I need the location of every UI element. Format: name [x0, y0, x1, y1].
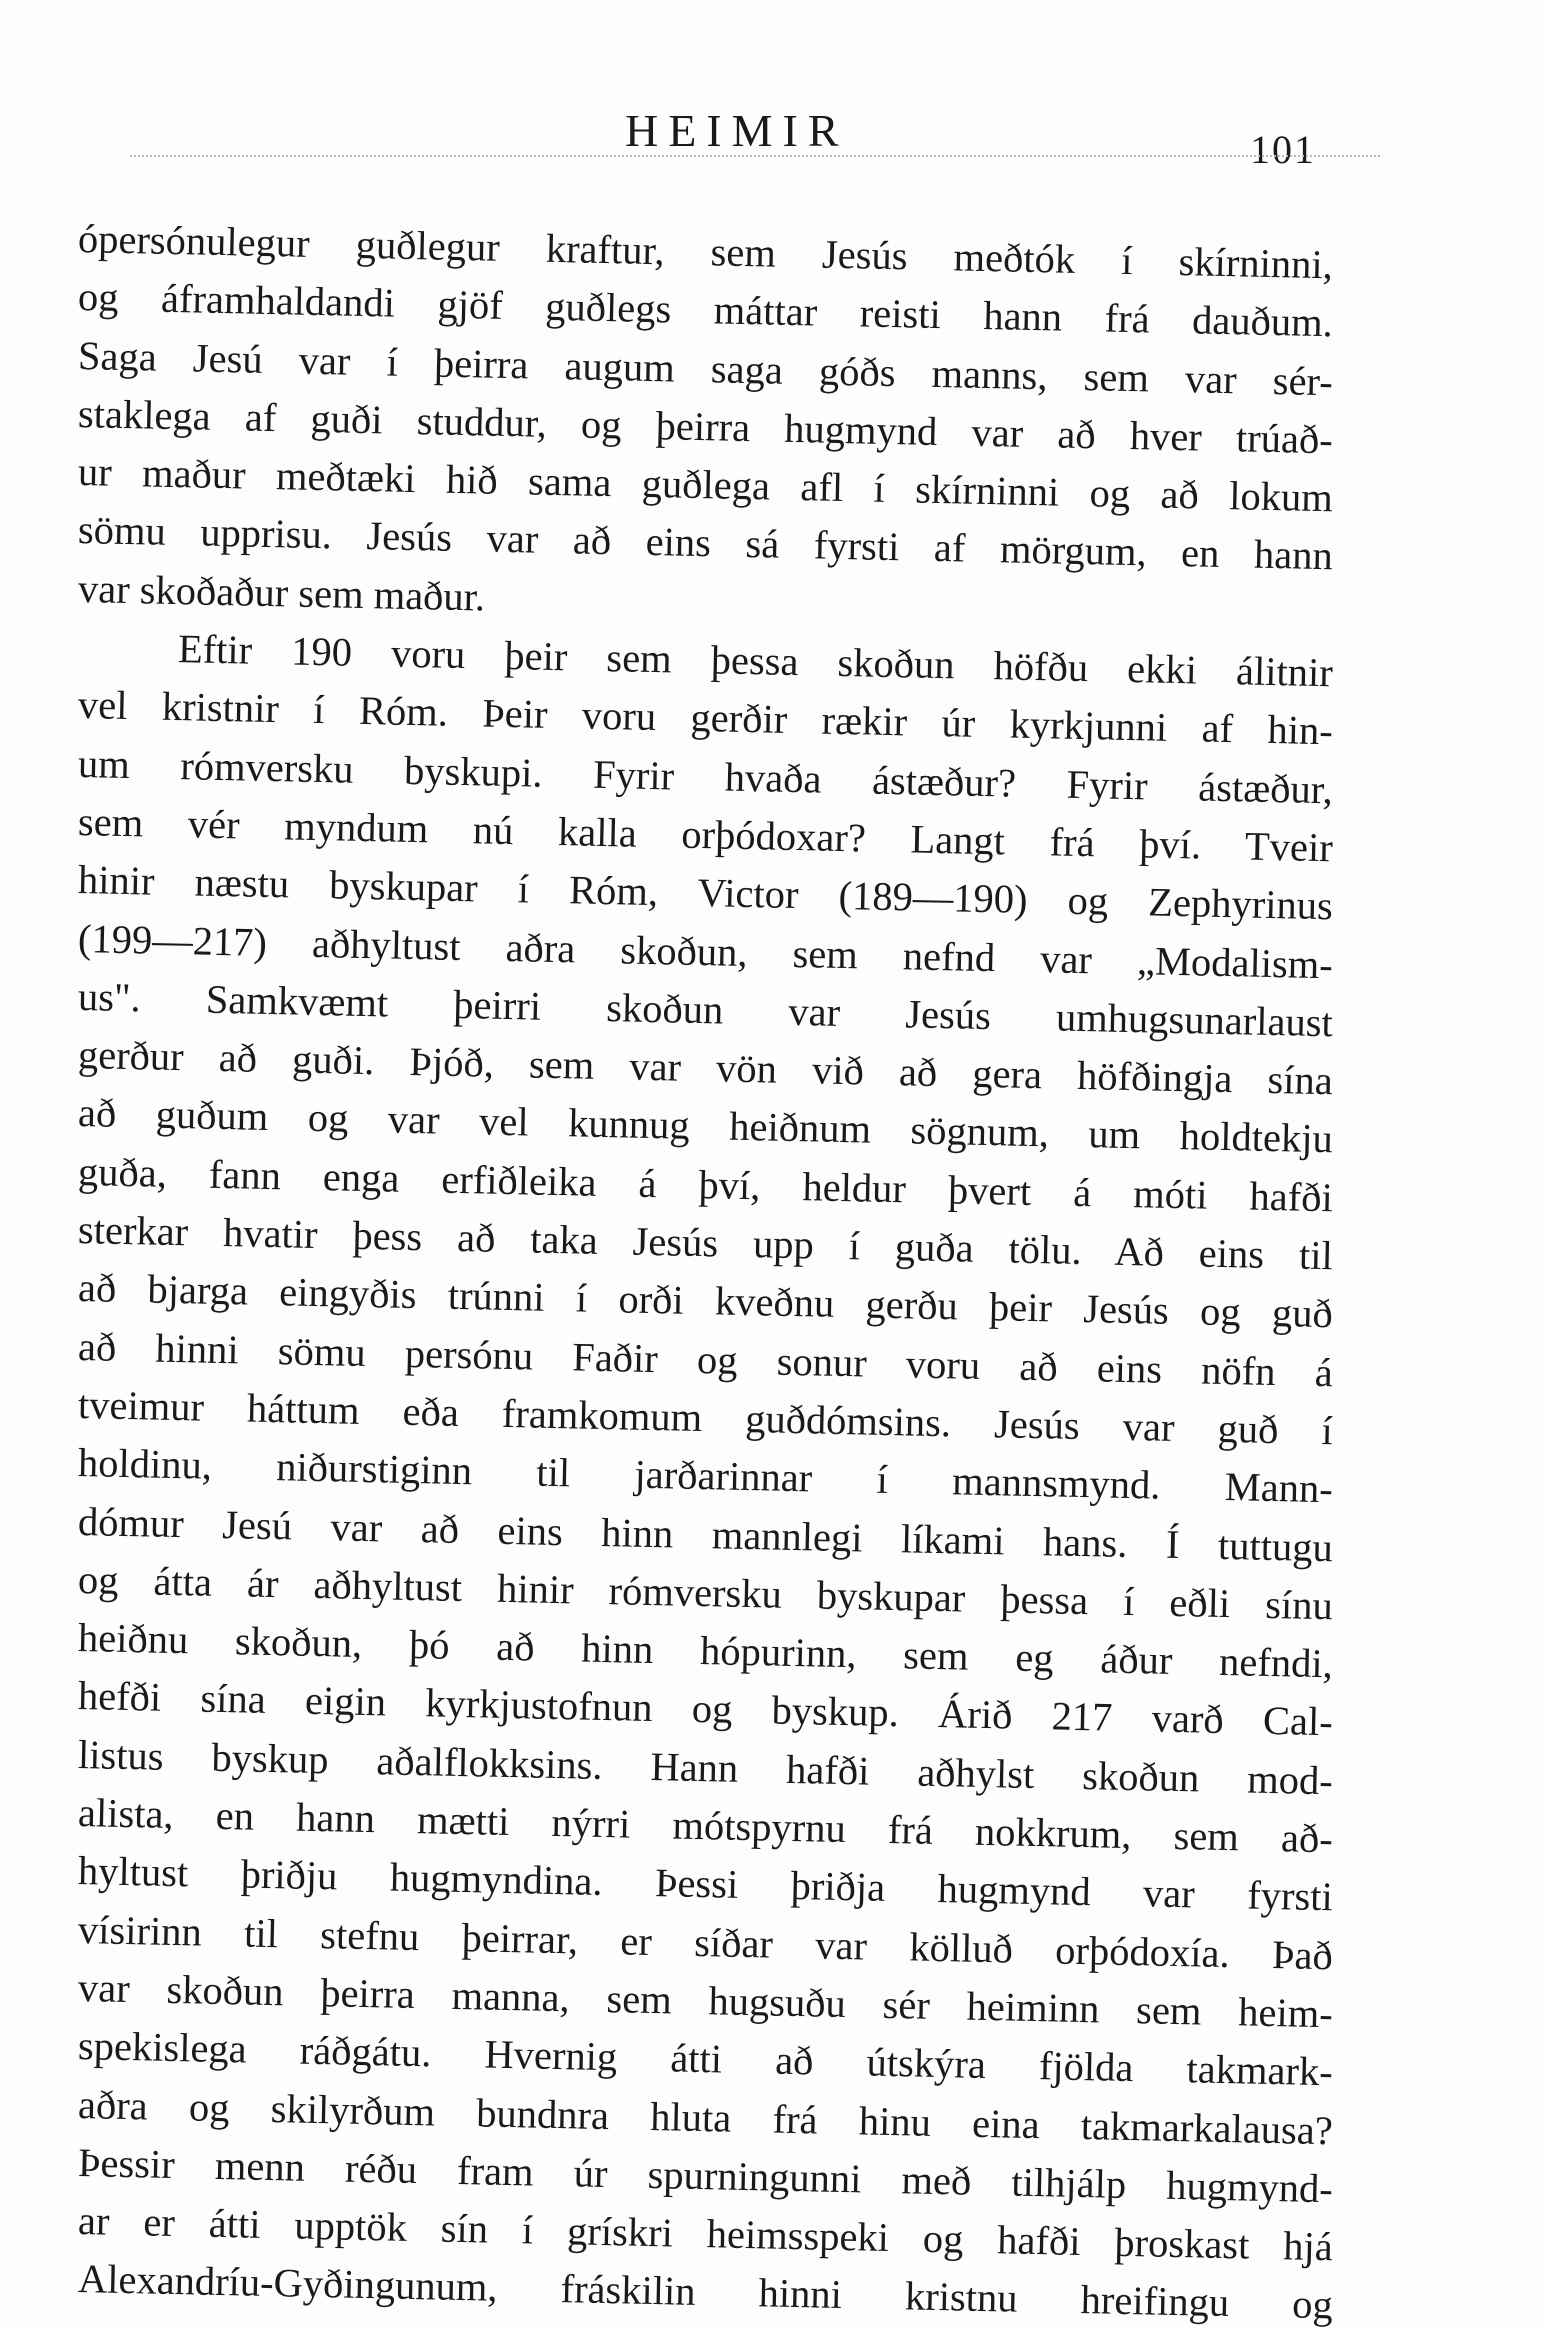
text-line: holdinu, niðurstiginn til jarðarinnar í mannsmynd. Mann-: [77, 1440, 1334, 1512]
text-line: og átta ár aðhyltust hinir rómversku byskupar þessa í eðli sínu: [77, 1556, 1334, 1629]
text-line: vísirinn til stefnu þeirrar, er síðar var kölluð orþódoxía. Það: [77, 1906, 1334, 1978]
text-line: um rómversku byskupi. Fyrir hvaða ástæður? Fyrir ástæður,: [77, 740, 1334, 812]
text-line: sem vér myndum nú kalla orþódoxar? Langt frá því. Tveir: [77, 798, 1334, 871]
text-line: ar er átti upptök sín í grískri heimsspeki og hafði þroskast hjá: [77, 2198, 1334, 2270]
text-line: að bjarga eingyðis trúnni í orði kveðnu gerðu þeir Jesús og guð: [77, 1265, 1334, 1337]
text-line: tveimur háttum eða framkomum guðdómsins. Jesús var guð í: [77, 1381, 1334, 1454]
text-line: og áframhaldandi gjöf guðlegs máttar reisti hann frá dauðum.: [77, 274, 1334, 346]
page-number: 101: [1250, 127, 1316, 172]
text-line: að guðum og var vel kunnug heiðnum sögnum, um holdtekju: [77, 1090, 1334, 1162]
text-line: að hinni sömu persónu Faðir og sonur voru að eins nöfn á: [77, 1323, 1334, 1395]
text-line: hinir næstu byskupar í Róm, Victor (189—190) og Zephyrinus: [77, 857, 1334, 929]
text-line: hefði sína eigin kyrkjustofnun og byskup. Árið 217 varð Cal-: [77, 1673, 1334, 1745]
text-line: spekislega ráðgátu. Hvernig átti að útskýra fjölda takmark-: [77, 2023, 1334, 2095]
text-line: staklega af guði studdur, og þeirra hugmynd var að hver trúað-: [77, 390, 1334, 463]
text-line: sterkar hvatir þess að taka Jesús upp í guða tölu. Að eins til: [77, 1207, 1334, 1279]
text-line: heiðnu skoðun, þó að hinn hópurinn, sem eg áður nefndi,: [77, 1615, 1334, 1687]
text-line: var skoðaður sem maður.: [77, 565, 486, 620]
text-line: ópersónulegur guðlegur kraftur, sem Jesús meðtók í skírninni,: [77, 216, 1334, 288]
text-line: sömu upprisu. Jesús var að eins sá fyrsti af mörgum, en hann: [77, 507, 1334, 579]
text-line: vel kristnir í Róm. Þeir voru gerðir rækir úr kyrkjunni af hin-: [77, 682, 1334, 754]
text-line: listus byskup aðalflokksins. Hann hafði aðhylst skoðun mod-: [77, 1731, 1334, 1803]
text-line: (199—217) aðhyltust aðra skoðun, sem nefnd var „Modalism-: [77, 915, 1334, 987]
text-line: hyltust þriðju hugmyndina. Þessi þriðja hugmynd var fyrsti: [77, 1848, 1334, 1920]
text-line: Saga Jesú var í þeirra augum saga góðs manns, sem var sér-: [77, 332, 1334, 404]
text-line: alista, en hann mætti nýrri mótspyrnu frá nokkrum, sem að-: [77, 1790, 1334, 1862]
header-rule: [130, 155, 1380, 157]
text-line: us". Samkvæmt þeirri skoðun var Jesús umhugsunarlaust: [77, 973, 1334, 1046]
text-line: ur maður meðtæki hið sama guðlega afl í skírninni og að lokum: [77, 449, 1334, 521]
running-title: HEIMIR: [625, 105, 849, 156]
text-line: Alexandríu-Gyðingunum, fráskilin hinni kristnu hreifingu og: [77, 2256, 1334, 2328]
text-line: Þessir menn réðu fram úr spurningunni með tilhjálp hugmynd-: [77, 2139, 1334, 2212]
body-text: [77, 210, 1334, 2328]
text-line: Eftir 190 voru þeir sem þessa skoðun höfðu ekki álitnir: [177, 626, 1334, 696]
text-line: gerður að guði. Þjóð, sem var vön við að gera höfðingja sína: [77, 1032, 1334, 1104]
text-line: dómur Jesú var að eins hinn mannlegi líkami hans. Í tuttugu: [77, 1498, 1334, 1570]
text-line: aðra og skilyrðum bundnra hluta frá hinu eina takmarkalausa?: [77, 2081, 1334, 2153]
text-line: guða, fann enga erfiðleika á því, heldur þvert á móti hafði: [77, 1148, 1334, 1221]
text-line: var skoðun þeirra manna, sem hugsuðu sér heiminn sem heim-: [77, 1964, 1334, 2037]
running-head: [80, 104, 1380, 174]
